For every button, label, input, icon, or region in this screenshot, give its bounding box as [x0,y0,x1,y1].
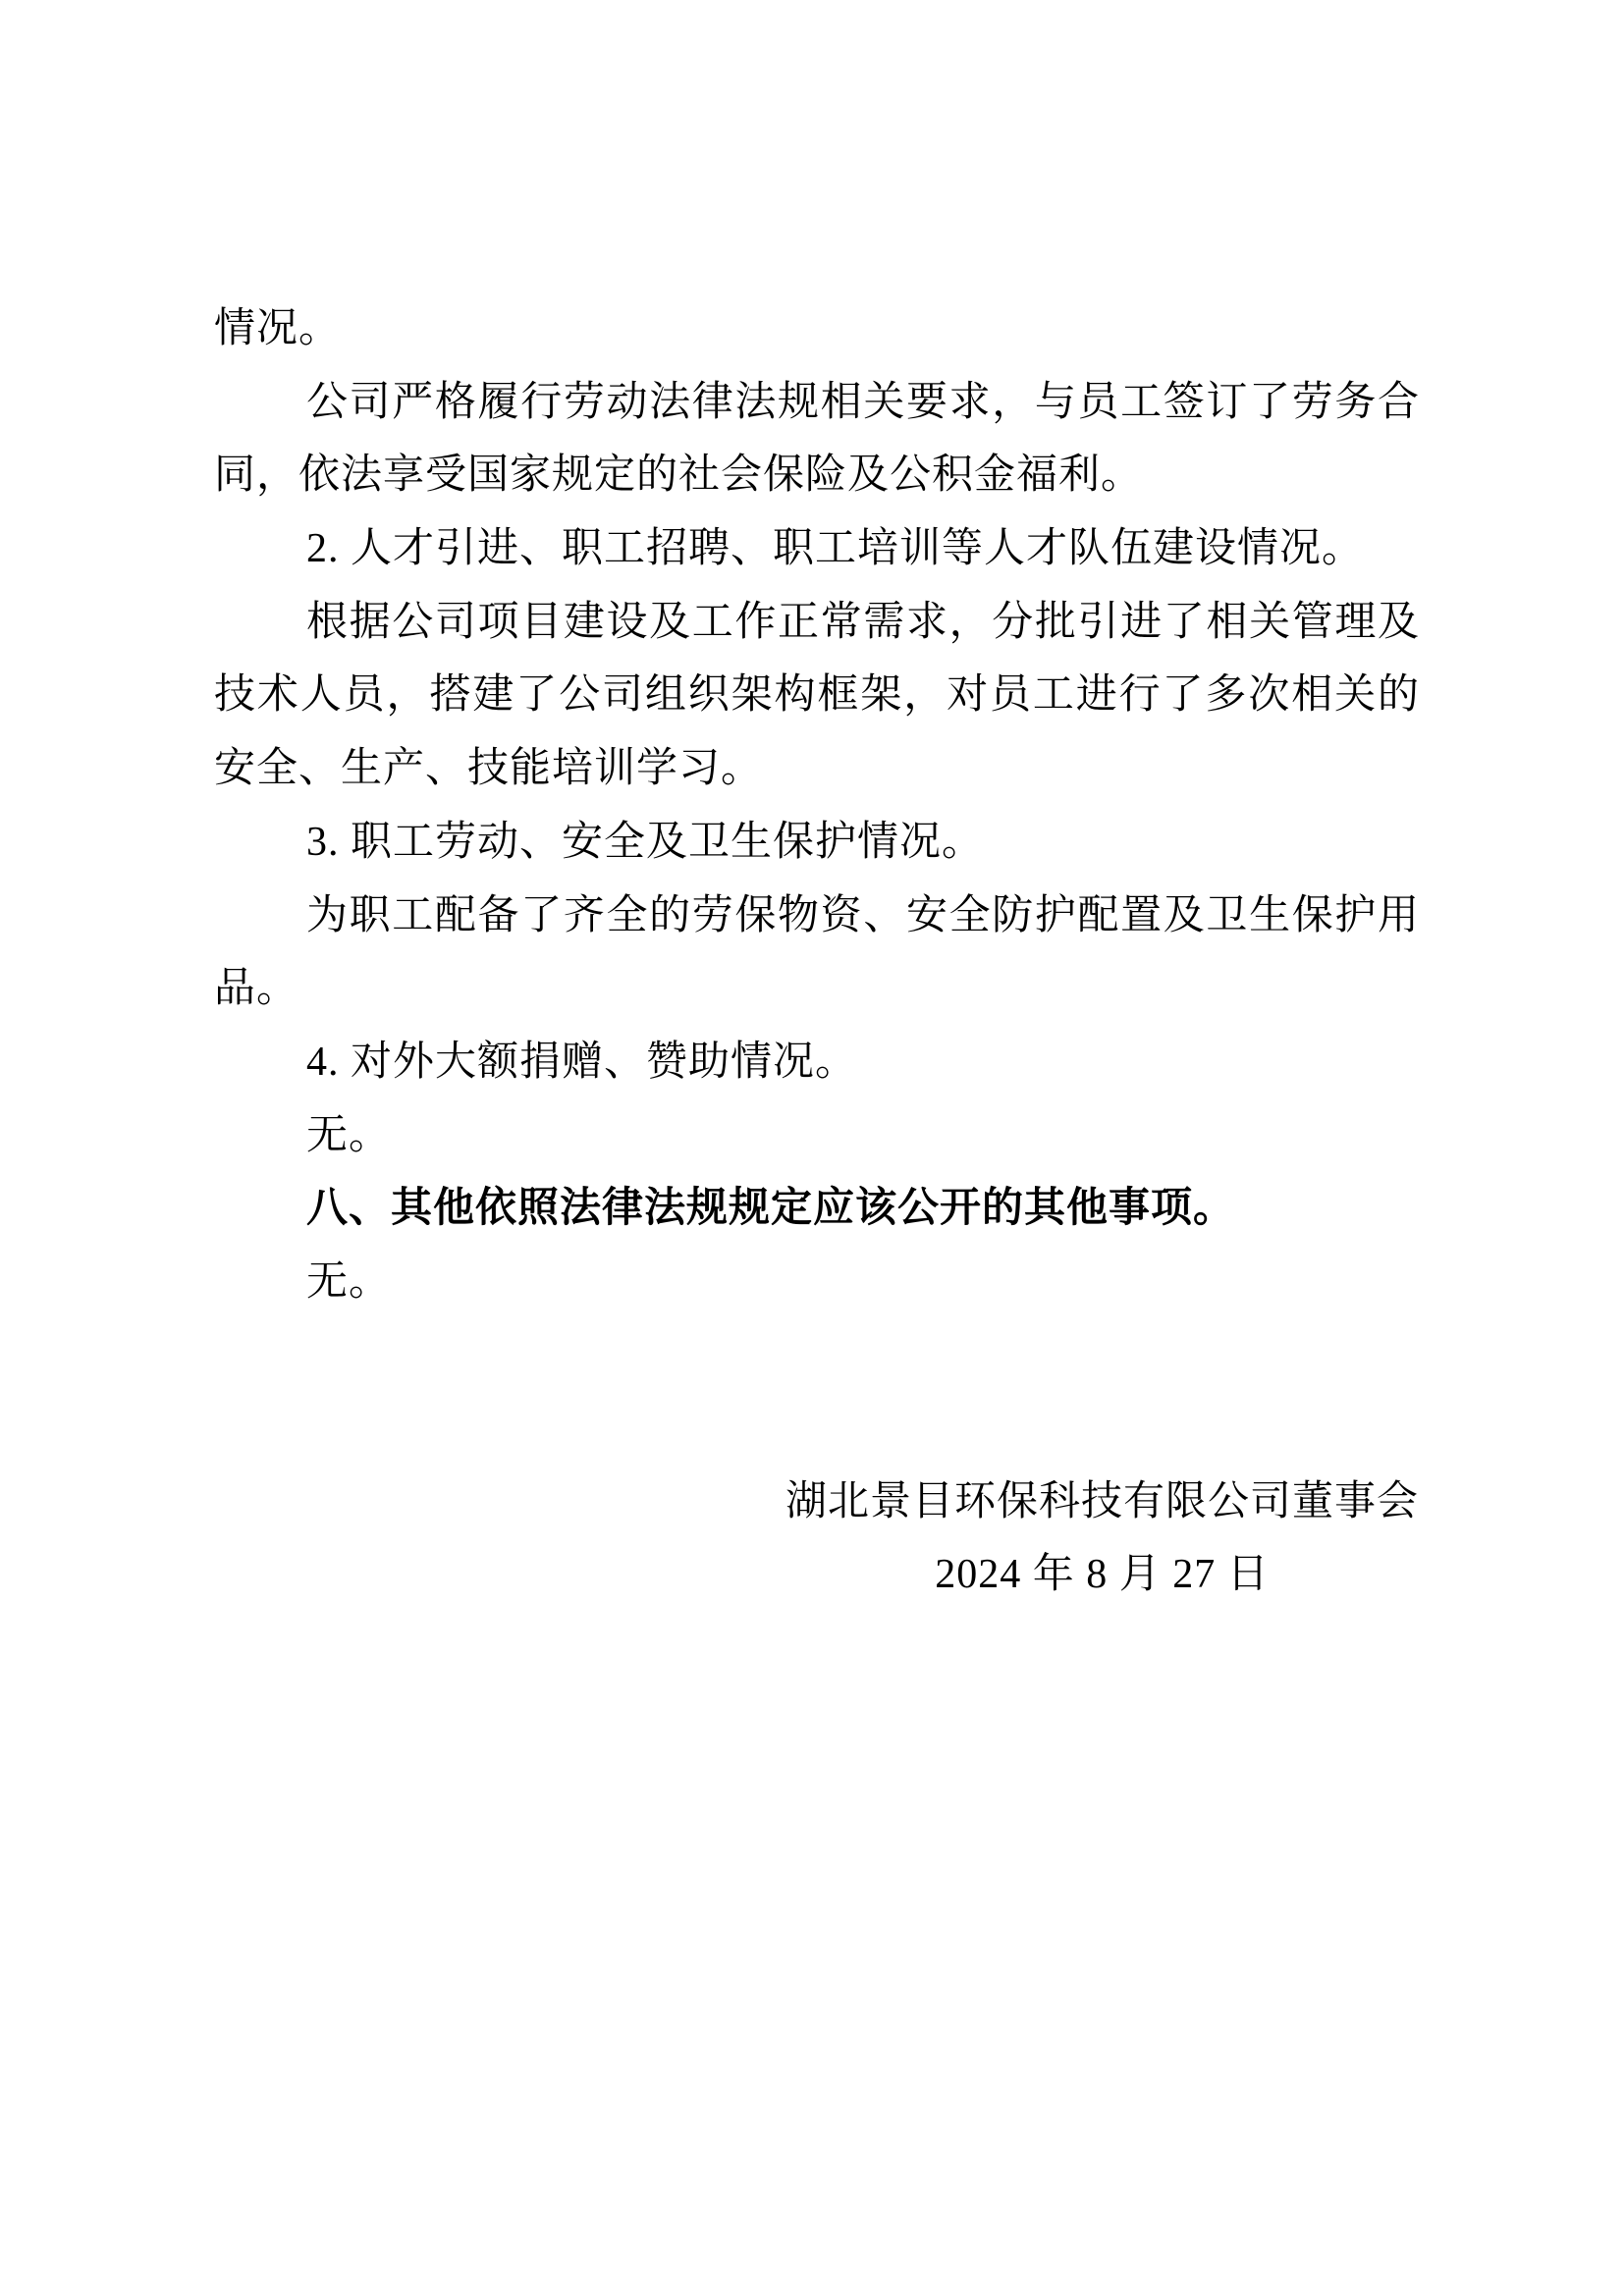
text-line: 同，依法享受国家规定的社会保险及公积金福利。 [214,453,1144,499]
signature-date: 2024 年 8 月 27 日 [935,1552,1270,1598]
text-line: 公司严格履行劳动法律法规相关要求，与员工签订了劳务合 [306,379,1419,425]
text-line: 安全、生产、技能培训学习。 [214,746,764,792]
signature-organization: 湖北景目环保科技有限公司董事会 [785,1478,1419,1524]
text-line: 根据公司项目建设及工作正常需求，分批引进了相关管理及 [306,599,1419,645]
document-body [214,293,1419,1319]
text-line: 3. 职工劳动、安全及卫生保护情况。 [306,819,985,865]
text-line: 情况。 [214,306,342,351]
text-line: 无。 [306,1258,392,1305]
text-line: 无。 [306,1112,392,1158]
text-line: 为职工配备了齐全的劳保物资、安全防护配置及卫生保护用 [306,892,1419,938]
signature-block [785,1466,1419,1612]
text-line: 技术人员，搭建了公司组织架构框架，对员工进行了多次相关的 [214,672,1419,719]
text-line: 2. 人才引进、职工招聘、职工培训等人才队伍建设情况。 [306,526,1365,572]
text-line: 品。 [214,966,299,1012]
text-line: 八、其他依照法律法规规定应该公开的其他事项。 [306,1186,1236,1232]
text-line: 4. 对外大额捐赠、赞助情况。 [306,1039,858,1085]
